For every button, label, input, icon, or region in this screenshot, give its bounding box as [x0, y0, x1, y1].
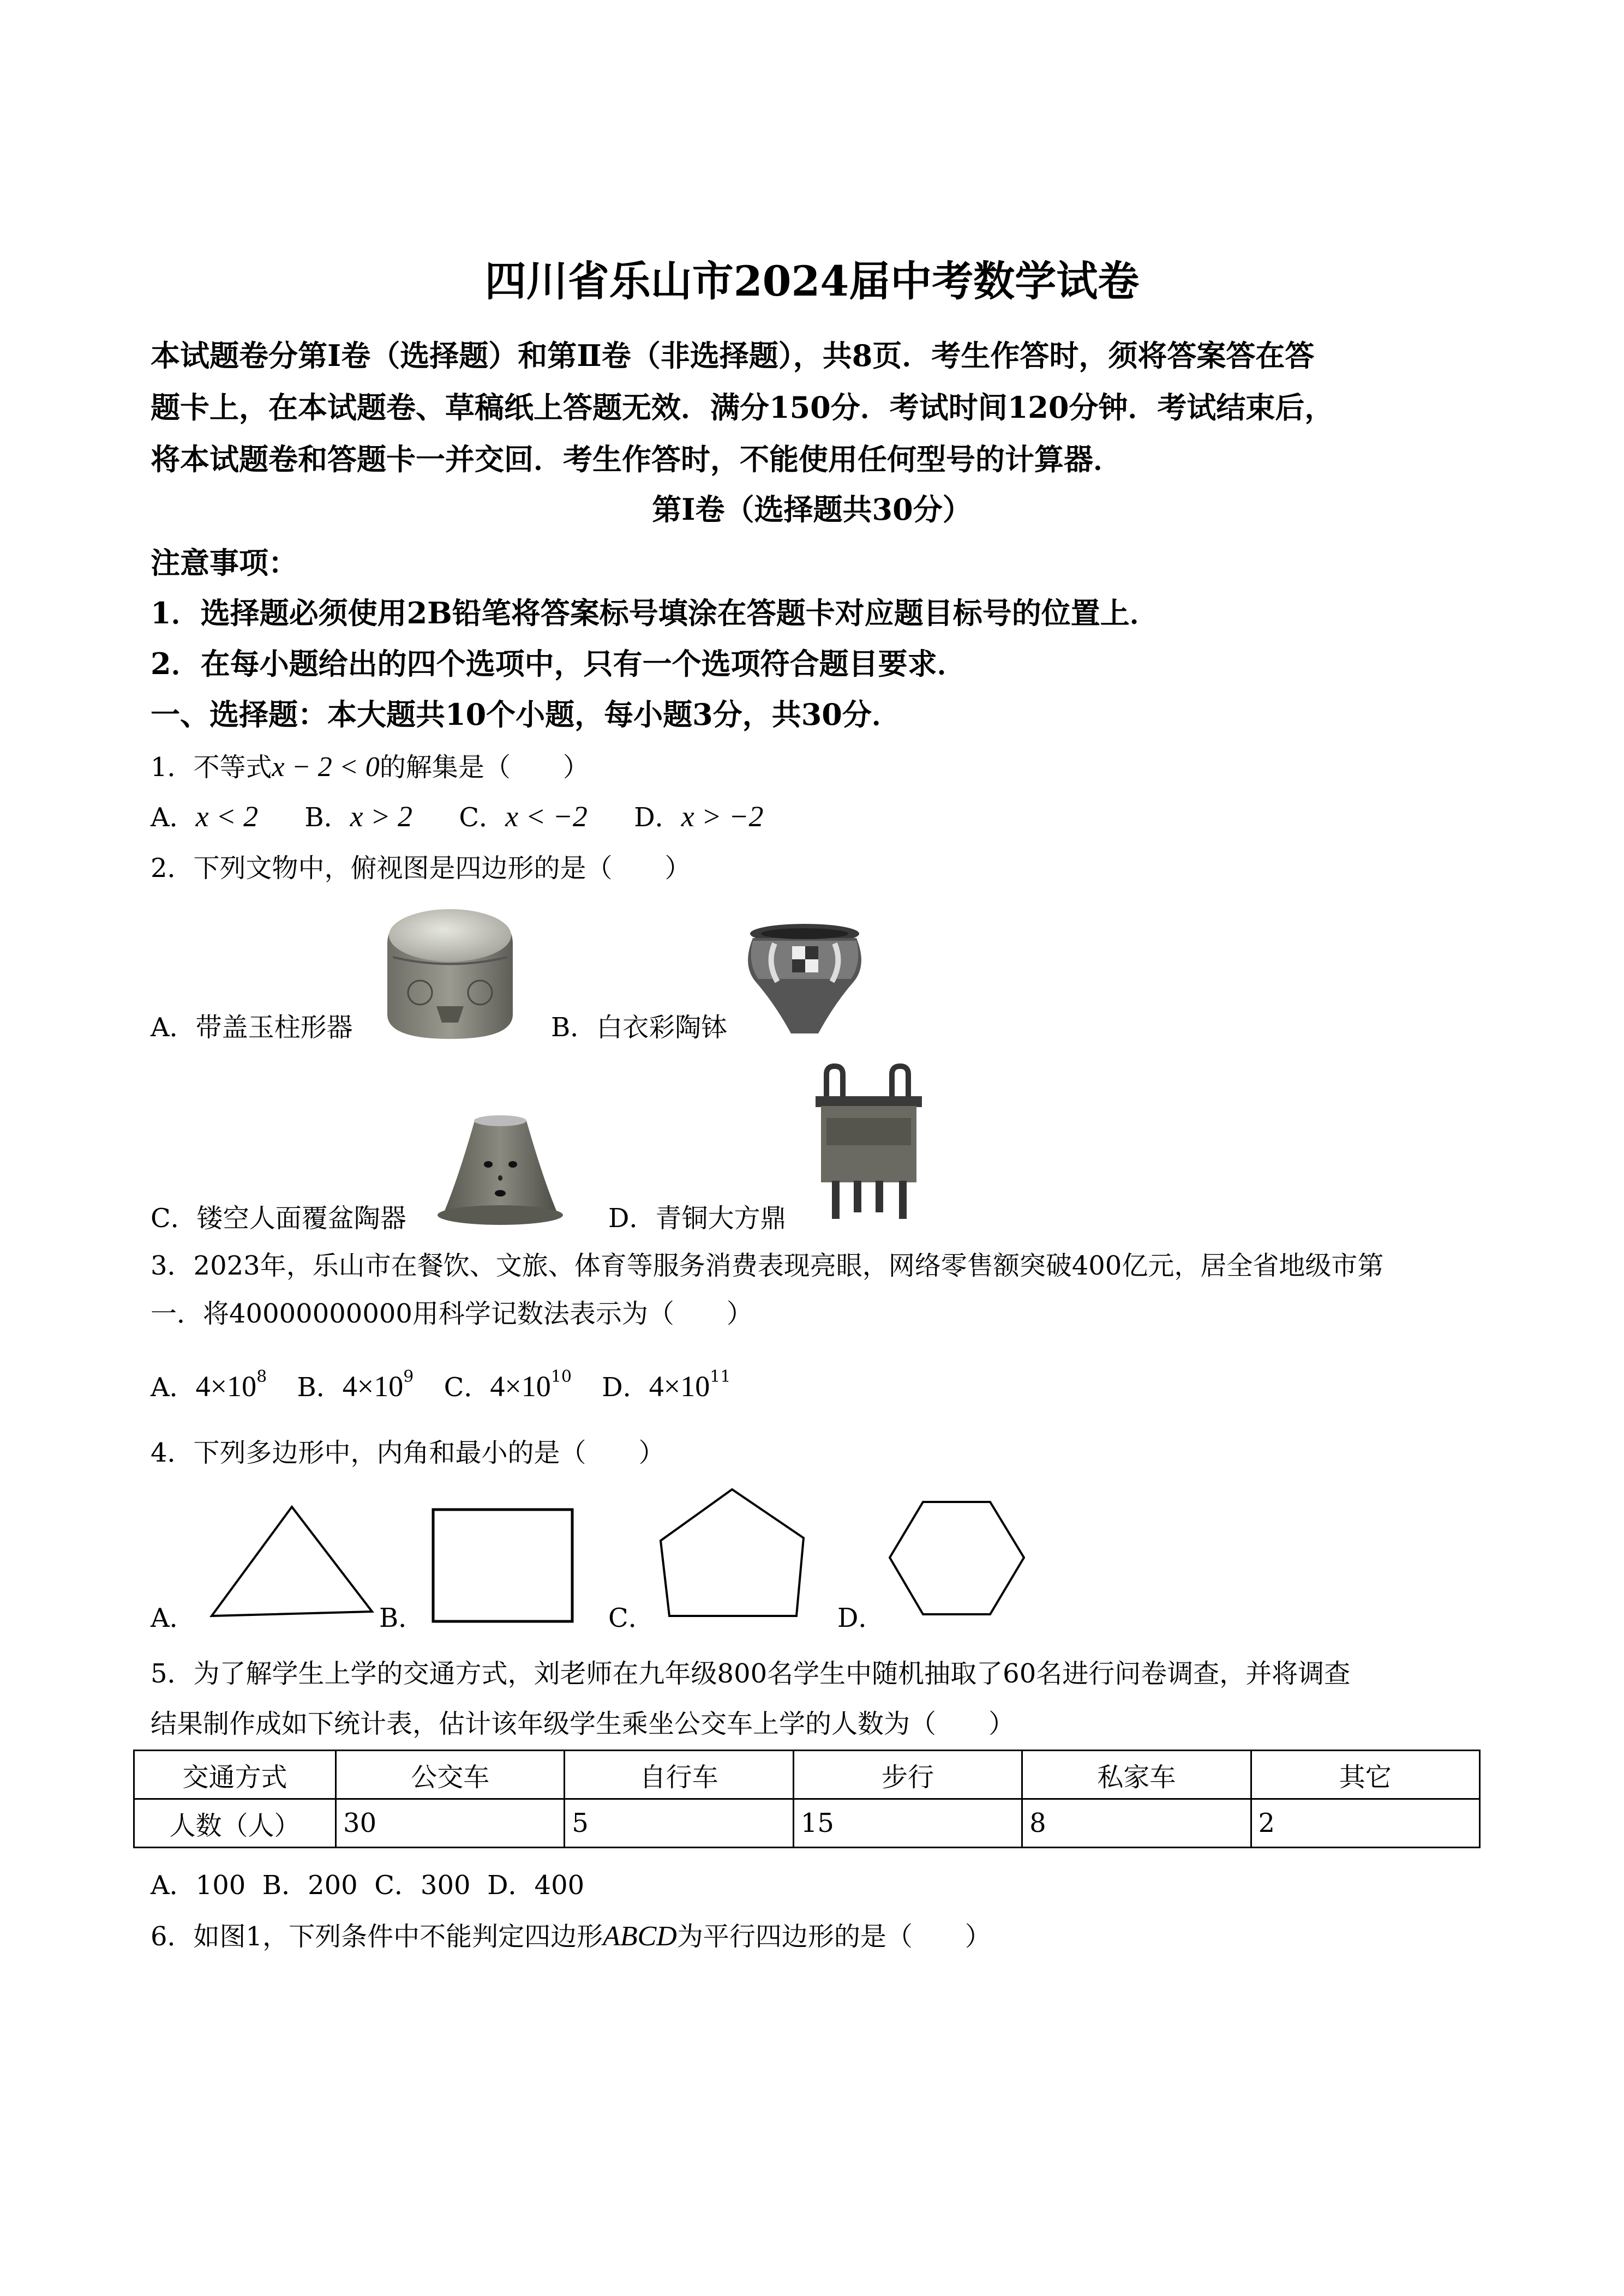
table-row	[134, 1799, 1480, 1848]
hexagon-shape	[886, 1499, 1028, 1619]
notes-heading: 注意事项：	[151, 545, 298, 580]
table-header-cell: 公交车	[336, 1751, 565, 1799]
painted-pottery-bowl-image	[742, 922, 867, 1039]
q2-option-c-label[interactable]: C．镂空人面覆盆陶器	[151, 1203, 406, 1234]
q1-option-a-label: A．	[151, 802, 196, 833]
table-header-cell: 交通方式	[134, 1751, 336, 1799]
question-2-stem: 2．下列文物中，俯视图是四边形的是（ ）	[151, 853, 691, 883]
table-header-cell: 其它	[1251, 1751, 1479, 1799]
q1-option-d-label: D．	[634, 802, 681, 833]
q2-option-b-label[interactable]: B．白衣彩陶钵	[551, 1012, 728, 1043]
bronze-ding-image	[807, 1063, 927, 1222]
q3-option-c[interactable]	[444, 1366, 572, 1404]
question-3-stem-line-2: 一．将40000000000用科学记数法表示为（ ）	[151, 1299, 753, 1329]
q1-stem-math: x − 2 < 0	[272, 752, 380, 783]
question-5-options[interactable]: A．100 B．200 C．300 D．400	[151, 1870, 585, 1901]
q3-option-a-label: A．	[151, 1372, 196, 1403]
q1-option-b-math: x > 2	[350, 800, 413, 833]
q2-option-d-label[interactable]: D．青铜大方鼎	[608, 1203, 787, 1234]
q3-option-d-exponent: 11	[710, 1367, 731, 1386]
q1-stem-prefix: 1．不等式	[151, 752, 272, 783]
pentagon-shape	[657, 1486, 807, 1620]
exam-title: 四川省乐山市2024届中考数学试卷	[484, 257, 1140, 305]
q6-stem-suffix: 为平行四边形的是（ ）	[676, 1921, 991, 1952]
q1-option-d-math: x > −2	[681, 800, 764, 833]
square-shape	[431, 1505, 576, 1625]
q3-option-d[interactable]	[602, 1366, 730, 1404]
table-header-cell: 自行车	[565, 1751, 793, 1799]
q1-option-c-math: x < −2	[505, 800, 588, 833]
q6-stem-math: ABCD	[603, 1921, 677, 1952]
table-cell: 8	[1022, 1799, 1251, 1848]
q3-option-b[interactable]	[297, 1366, 414, 1404]
q1-stem-suffix: 的解集是（ ）	[379, 752, 589, 783]
section1-heading: 一、选择题：本大题共10个小题，每小题3分，共30分．	[151, 697, 901, 732]
jade-cylinder-image	[376, 905, 524, 1042]
table-cell: 30	[336, 1799, 565, 1848]
question-1-stem	[151, 746, 589, 784]
question-1-options	[151, 796, 802, 834]
intro-line-1: 本试题卷分第Ⅰ卷（选择题）和第Ⅱ卷（非选择题），共8页．考生作答时，须将答案答在答	[151, 338, 1315, 373]
note-item-2: 2．在每小题给出的四个选项中，只有一个选项符合题目要求．	[151, 646, 967, 681]
q3-option-b-base: 4×10	[342, 1370, 404, 1403]
intro-line-2: 题卡上，在本试题卷、草稿纸上答题无效．满分150分．考试时间120分钟．考试结束后，	[151, 390, 1334, 425]
q3-option-c-exponent: 10	[550, 1367, 572, 1386]
q1-option-b[interactable]	[304, 796, 412, 834]
question-6-stem	[151, 1915, 991, 1953]
table-header-cell: 步行	[793, 1751, 1022, 1799]
table-cell: 5	[565, 1799, 793, 1848]
table-cell: 2	[1251, 1799, 1479, 1848]
q3-option-d-label: D．	[602, 1372, 649, 1403]
transport-survey-table	[133, 1750, 1481, 1848]
triangle-shape	[207, 1502, 376, 1620]
question-5-stem-line-1: 5．为了解学生上学的交通方式，刘老师在九年级800名学生中随机抽取了60名进行问卷调查，并将调查	[151, 1658, 1351, 1689]
q4-option-d-label[interactable]: D．	[837, 1603, 885, 1633]
table-row-label: 人数（人）	[134, 1799, 336, 1848]
question-3-stem-line-1: 3．2023年，乐山市在餐饮、文旅、体育等服务消费表现亮眼，网络零售额突破400亿元，居全省地级市第	[151, 1251, 1384, 1281]
intro-line-3: 将本试题卷和答题卡一并交回．考生作答时，不能使用任何型号的计算器．	[151, 442, 1123, 477]
note-item-1: 1．选择题必须使用2B铅笔将答案标号填涂在答题卡对应题目标号的位置上．	[151, 596, 1159, 630]
q3-option-a[interactable]	[151, 1366, 267, 1404]
q3-option-d-base: 4×10	[649, 1370, 710, 1403]
face-pottery-image	[434, 1113, 567, 1227]
q2-option-a-label[interactable]: A．带盖玉柱形器	[151, 1012, 353, 1043]
q1-option-c-label: C．	[459, 802, 506, 833]
q1-option-d[interactable]	[634, 796, 763, 834]
q3-option-a-exponent: 8	[256, 1367, 267, 1386]
table-header-row	[134, 1751, 1480, 1799]
q1-option-a[interactable]	[151, 796, 258, 834]
q3-option-b-exponent: 9	[403, 1367, 414, 1386]
q3-option-c-base: 4×10	[490, 1370, 551, 1403]
q1-option-c[interactable]	[459, 796, 588, 834]
table-cell: 15	[793, 1799, 1022, 1848]
question-3-options	[151, 1366, 730, 1404]
table-header-cell: 私家车	[1022, 1751, 1251, 1799]
q4-option-c-label[interactable]: C．	[608, 1603, 655, 1633]
q3-option-a-base: 4×10	[195, 1370, 257, 1403]
q1-option-b-label: B．	[304, 802, 350, 833]
q1-option-a-math: x < 2	[195, 800, 259, 833]
q4-option-b-label[interactable]: B．	[379, 1603, 425, 1633]
q3-option-c-label: C．	[444, 1372, 490, 1403]
question-5-stem-line-2: 结果制作成如下统计表，估计该年级学生乘坐公交车上学的人数为（ ）	[151, 1709, 1015, 1739]
question-4-stem: 4．下列多边形中，内角和最小的是（ ）	[151, 1438, 665, 1468]
q3-option-b-label: B．	[297, 1372, 343, 1403]
q6-stem-prefix: 6．如图1，下列条件中不能判定四边形	[151, 1921, 603, 1952]
part1-heading: 第Ⅰ卷（选择题共30分）	[652, 492, 972, 527]
q4-option-a-label[interactable]: A．	[151, 1603, 196, 1633]
